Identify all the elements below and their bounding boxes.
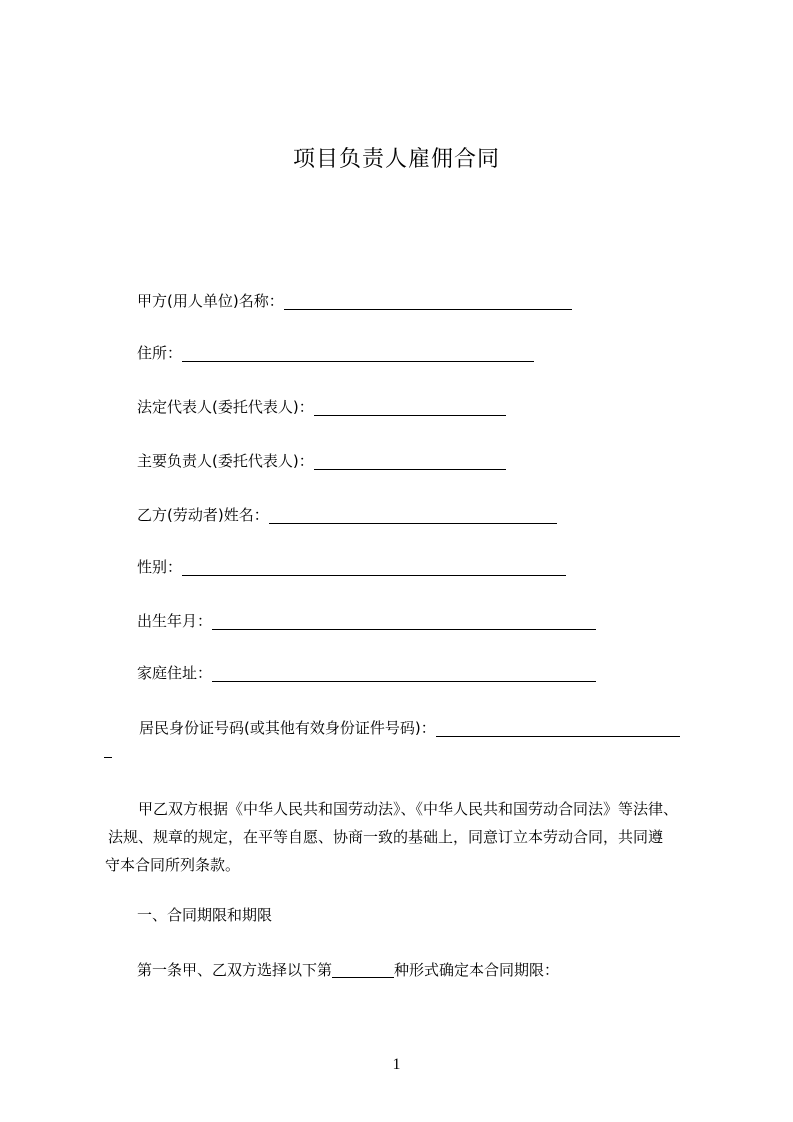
paragraph-line: 法规、规章的规定，在平等自愿、协商一致的基础上，同意订立本劳动合同，共同遵 <box>108 828 664 846</box>
field-label: 主要负责人(委托代表人)： <box>137 452 314 470</box>
field-principal <box>137 450 506 472</box>
address-blank[interactable] <box>182 345 534 362</box>
article-suffix: 种形式确定本合同期限： <box>394 961 560 979</box>
field-legal-representative <box>137 396 506 418</box>
paragraph-line: 守本合同所列条款。 <box>105 856 241 874</box>
section-heading: 一、合同期限和期限 <box>137 906 273 924</box>
field-label: 乙方(劳动者)姓名： <box>137 506 269 524</box>
field-label: 居民身份证号码(或其他有效身份证件号码)： <box>139 719 436 737</box>
field-address <box>137 342 534 364</box>
party-a-name-blank[interactable] <box>284 293 572 310</box>
field-label: 住所： <box>137 344 183 362</box>
party-b-name-blank[interactable] <box>269 507 557 524</box>
page-number: 1 <box>392 1056 401 1073</box>
field-label: 家庭住址： <box>137 664 213 682</box>
id-number-blank[interactable] <box>436 720 680 737</box>
intro-paragraph <box>105 795 725 879</box>
field-party-a-name <box>137 290 572 312</box>
birth-date-blank[interactable] <box>212 613 596 630</box>
field-birth-date <box>137 610 596 632</box>
field-home-address <box>137 662 596 684</box>
contract-form-blank[interactable] <box>332 961 394 978</box>
home-address-blank[interactable] <box>212 665 596 682</box>
article-1 <box>137 959 559 980</box>
field-id-number <box>139 717 680 739</box>
paragraph-line: 甲乙双方根据《中华人民共和国劳动法》、《中华人民共和国劳动合同法》等法律、 <box>138 800 679 818</box>
legal-representative-blank[interactable] <box>314 399 506 416</box>
field-label: 性别： <box>137 558 183 576</box>
field-label: 甲方(用人单位)名称： <box>137 292 284 310</box>
id-number-blank-continuation <box>104 757 112 758</box>
gender-blank[interactable] <box>182 559 566 576</box>
field-party-b-name <box>137 504 557 526</box>
principal-blank[interactable] <box>314 453 506 470</box>
field-label: 出生年月： <box>137 612 213 630</box>
document-title: 项目负责人雇佣合同 <box>292 147 500 172</box>
article-prefix: 第一条甲、乙双方选择以下第 <box>137 961 333 979</box>
field-gender <box>137 556 566 578</box>
field-label: 法定代表人(委托代表人)： <box>137 398 314 416</box>
